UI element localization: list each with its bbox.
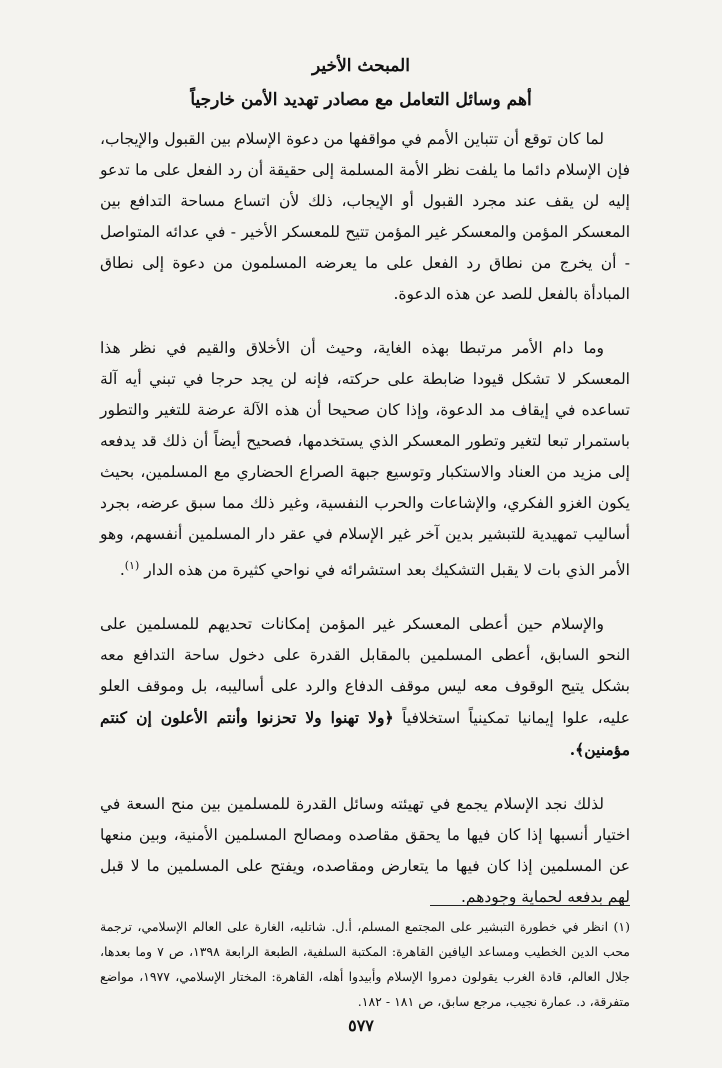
paragraph-2-text: وما دام الأمر مرتبطا بهذه الغاية، وحيث أن الأخلاق والقيم في نظر هذا المعسكر لا تشكل قيودا ضابطة على حركته، فإنه لن يجد حرجا في تبني أيه آلة تساعده في إيقاف مد الدعوة، وإذا كان صحيحا أن هذه الآلة عرضة للتغير والتطور باستمرار تبعا لتغير وتطور المعسكر الذي يستخدمها، فصحيح أيضاً أن ذلك قد يدفعه إلى مزيد من العناد والاستكبار وتوسيع جبهة الصراع الحضاري مع المسلمين، بحيث يكون الغزو الفكري، والإشاعات والحرب النفسية، وغير ذلك مما سبق عرضه، بجرد أساليب تمهيدية للتبشير بدين آخر غير الإسلام في عقر دار المسلمين أنفسهم، وهو الأمر الذي بات لا يقبل التشكيك بعد استشرائه في نواحي كثيرة من هذه الدار bbox=[100, 339, 630, 580]
paragraph-3-text: والإسلام حين أعطى المعسكر غير المؤمن إمكانات تحديهم للمسلمين على النحو السابق، أعطى المسلمين بالمقابل القدرة على دخول ساحة التدافع معه بشكل يتيح الوقوف معه ليس موقف الدفاع والرد على أساليبه، بل وموقف العلو عليه، علوا إيمانيا تمكينياً استخلافياً bbox=[100, 615, 630, 728]
footnote-separator bbox=[430, 905, 630, 906]
footnote: (١) انظر في خطورة التبشير على المجتمع المسلم، أ.ل. شاتليه، الغارة على العالم الإسلامي، ترجمة محب الدين الخطيب ومساعد اليافين القاهرة: المكتبة السلفية، الطبعة الرابعة ١٣٩٨، ص ٧ وما بعدها، جلال العالم، قادة الغرب يقولون دمروا الإسلام وأبيدوا أهله، القاهرة: المختار الإسلامي، ١٩٧٧، مواضع متفرقة، د. عمارة نجيب، مرجع سابق، ص ١٨١ - ١٨٢. bbox=[100, 919, 631, 1009]
section-title: المبحث الأخير bbox=[312, 56, 410, 76]
quran-quote: ﴿ولا تهنوا ولا تحزنوا وأنتم الأعلون إن كنتم مؤمنين﴾. bbox=[100, 708, 630, 760]
paragraph-2: وما دام الأمر مرتبطا بهذه الغاية، وحيث أن الأخلاق والقيم في نظر هذا المعسكر لا تشكل قيودا ضابطة على حركته، فإنه لن يجد حرجا في تبني أيه آلة تساعده في إيقاف مد الدعوة، وإذا كان صحيحا أن هذه الآلة عرضة للتغير والتطور باستمرار تبعا لتغير وتطور المعسكر الذي يستخدمها، فصحيح أيضاً أن ذلك قد يدفعه إلى مزيد من العناد والاستكبار وتوسيع جبهة الصراع الحضاري مع المسلمين، بحيث يكون الغزو الفكري، والإشاعات والحرب النفسية، وغير ذلك مما سبق عرضه، بجرد أساليب تمهيدية للتبشير بدين آخر غير الإسلام في عقر دار المسلمين أنفسهم، وهو الأمر الذي بات لا يقبل التشكيك بعد استشرائه في نواحي كثيرة من هذه الدار $^{(١)}$. bbox=[100, 339, 630, 580]
body-text bbox=[100, 124, 630, 913]
paragraph-4: لذلك نجد الإسلام يجمع في تهيئته وسائل القدرة للمسلمين بين منح السعة في اختيار أنسبها إذا كان فيها ما يحقق مقاصده ومصالح المسلمين الأمنية، وبين منعها عن المسلمين إذا كان فيها ما يتعارض ومقاصده، ويفتح على المسلمين ما لا قبل لهم بدفعه لحماية وجودهم. bbox=[100, 795, 630, 907]
paragraph-3 bbox=[100, 609, 630, 766]
main-heading: أهم وسائل التعامل مع مصادر تهديد الأمن خارجياً bbox=[190, 90, 532, 110]
page-number: ٥٧٧ bbox=[348, 1016, 374, 1035]
paragraph-1: لما كان توقع أن تتباين الأمم في مواقفها من دعوة الإسلام بين القبول والإيجاب، فإن الإسلام دائما ما يلفت نظر الأمة المسلمة إلى حقيقة أن رد الفعل على ما تدعو إليه لن يقف عند مجرد القبول أو الإيجاب، ذلك لأن اتساع مساحة التدافع بين المعسكر المؤمن والمعسكر غير المؤمن تتيح للمعسكر الأخير - في عدائه المتواصل - أن يخرج من نطاق رد الفعل على ما يعرضه المسلمون من دعوة إلى نطاق المبادأة بالفعل للصد عن هذه الدعوة. bbox=[100, 130, 630, 303]
footnote-reference: (١) bbox=[124, 559, 140, 572]
